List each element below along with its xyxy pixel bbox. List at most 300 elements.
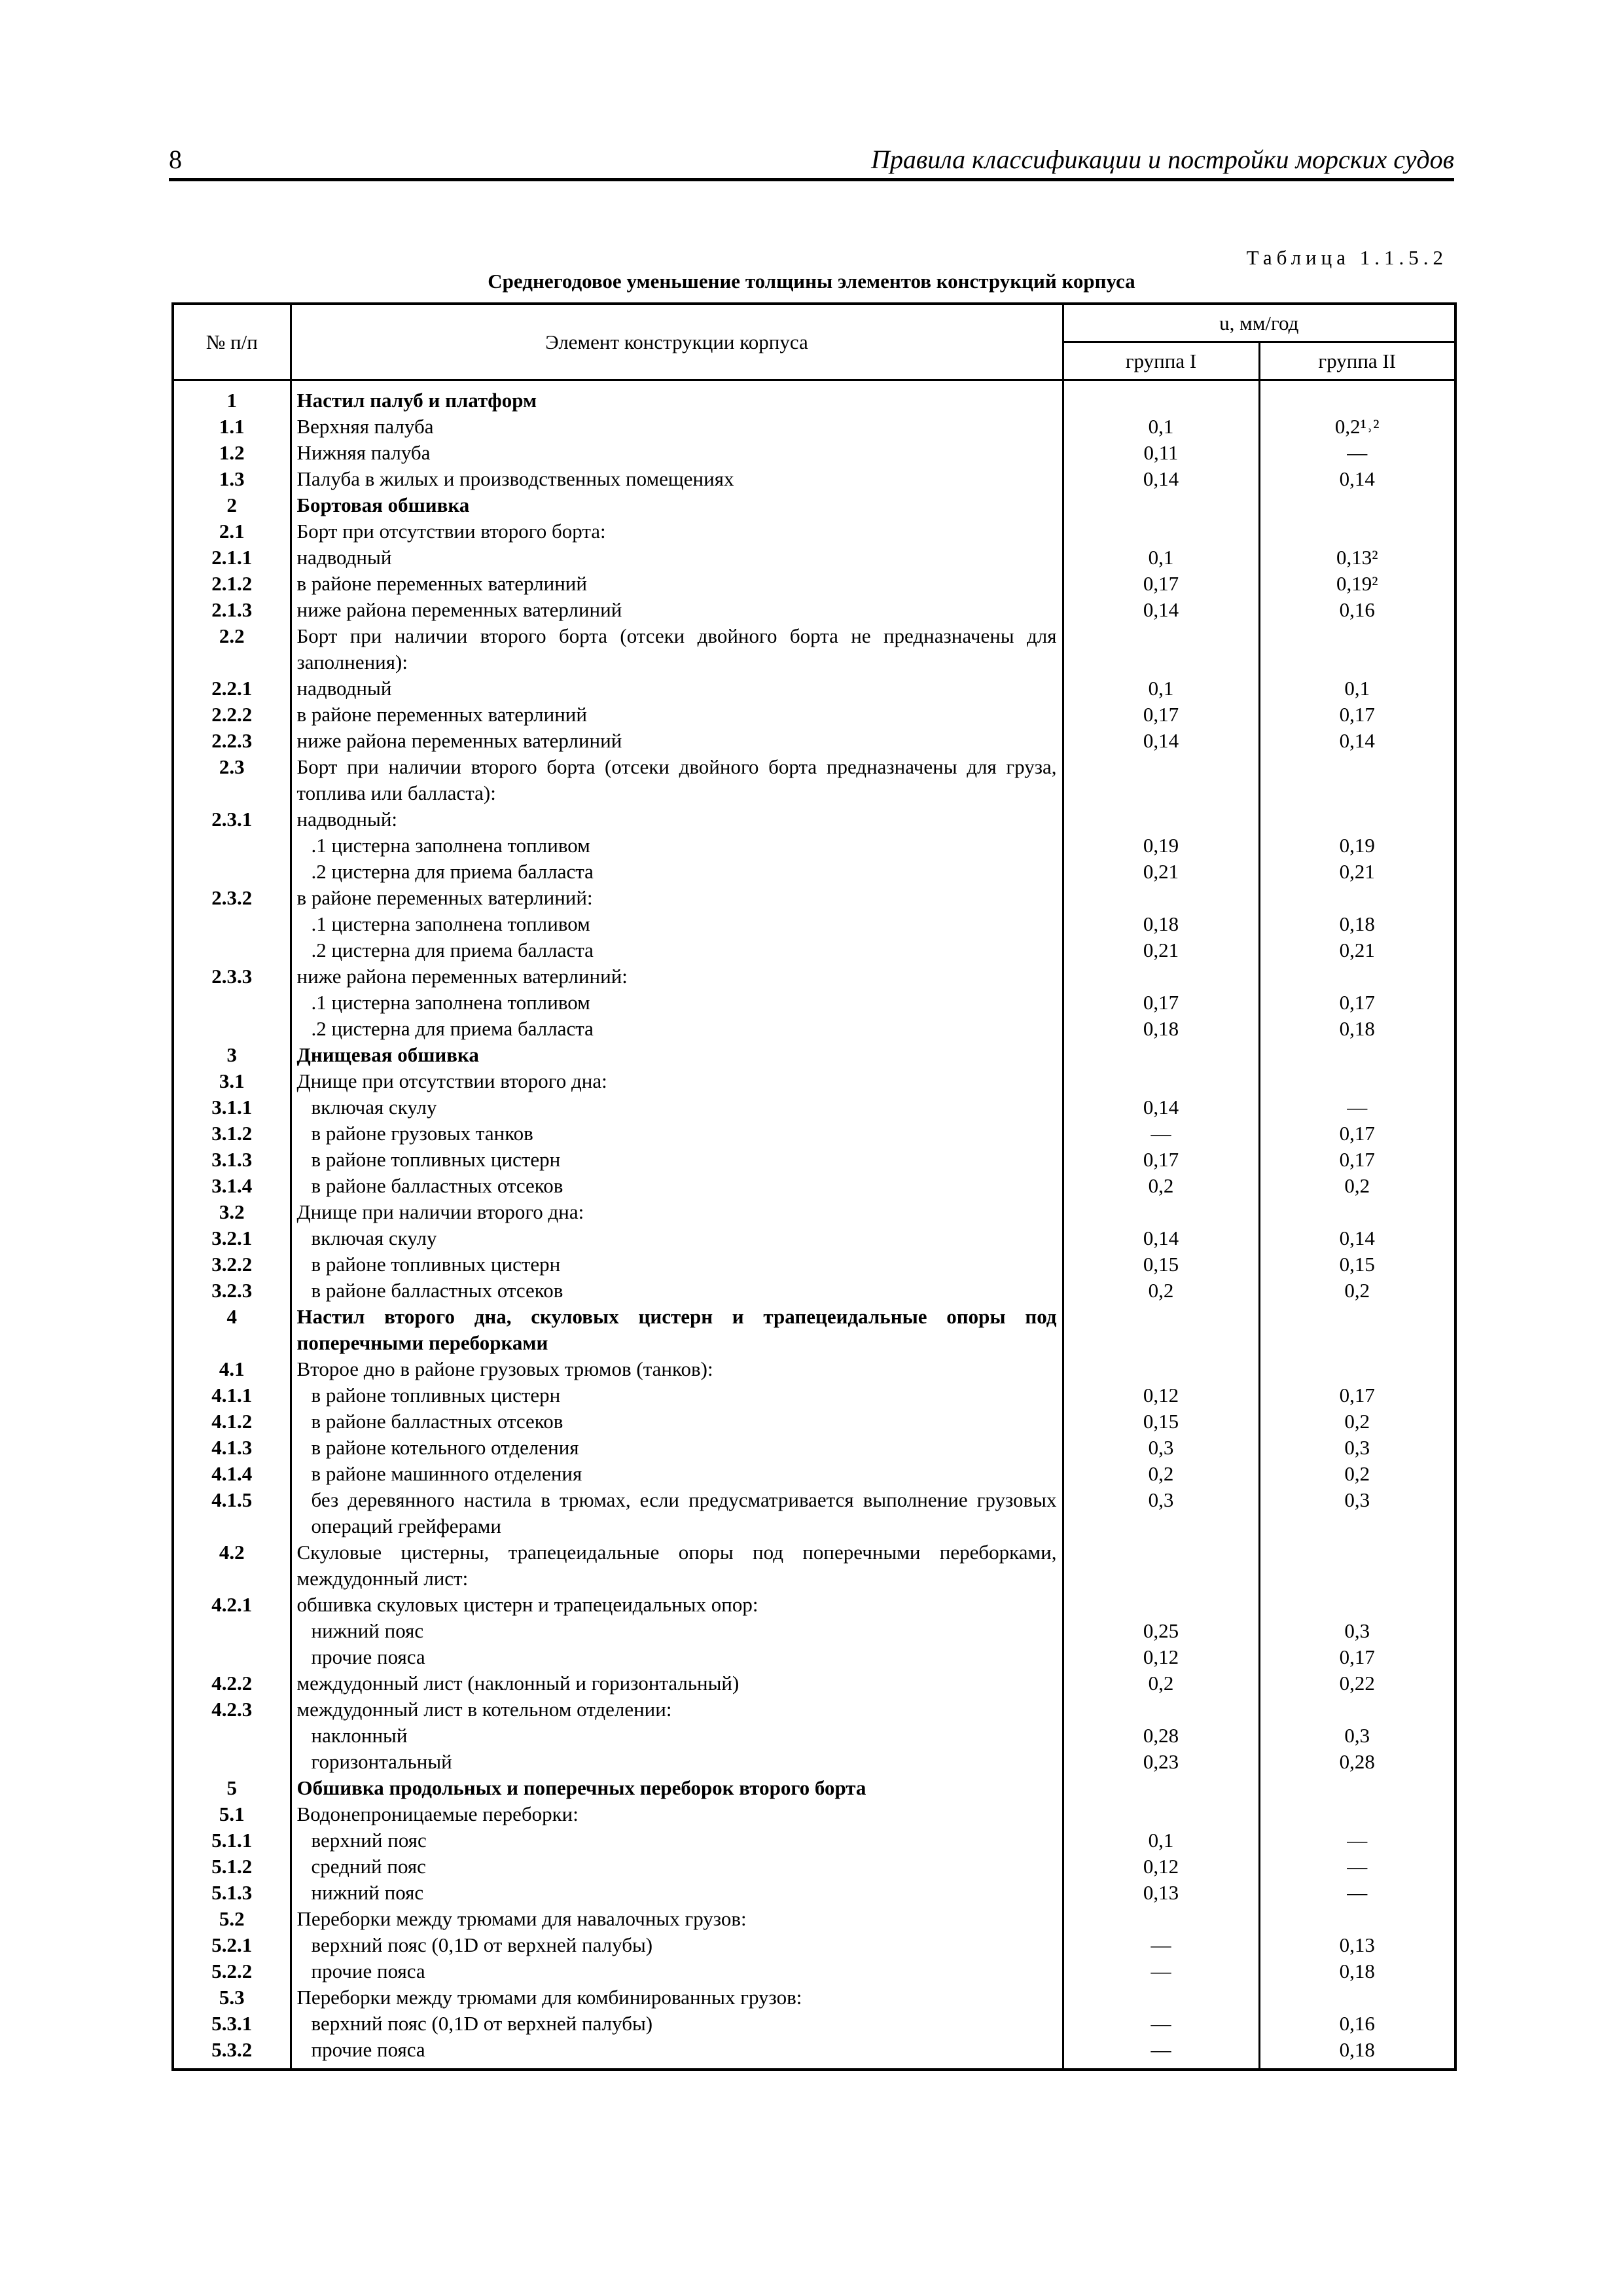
table-row: [173, 571, 1455, 597]
row-group2-value: [1259, 1539, 1455, 1592]
row-element: в районе переменных ватерлиний: [291, 571, 1063, 597]
row-number: 2.1.2: [173, 571, 291, 597]
row-group2-value: [1259, 623, 1455, 675]
row-number: [173, 911, 291, 937]
row-group2-value: 0,22: [1259, 1670, 1455, 1696]
table-row: [173, 1854, 1455, 1880]
row-group2-value: 0,16: [1259, 597, 1455, 623]
table-row: [173, 1644, 1455, 1670]
table-row: [173, 466, 1455, 492]
row-group2-value: [1259, 380, 1455, 414]
row-element: надводный: [291, 675, 1063, 702]
row-element: Скуловые цистерны, трапецеидальные опоры под поперечными переборками, междудонный лист:: [291, 1539, 1063, 1592]
table-row: [173, 1199, 1455, 1225]
row-element: надводный: [291, 545, 1063, 571]
row-group2-value: [1259, 1906, 1455, 1932]
row-group1-value: [1063, 806, 1259, 833]
row-group1-value: [1063, 1042, 1259, 1068]
row-group2-value: 0,2: [1259, 1408, 1455, 1435]
table-row: [173, 1016, 1455, 1042]
row-group2-value: —: [1259, 440, 1455, 466]
row-number: 1.2: [173, 440, 291, 466]
row-group2-value: 0,17: [1259, 702, 1455, 728]
row-number: 2.3.2: [173, 885, 291, 911]
row-group1-value: [1063, 885, 1259, 911]
row-group2-value: [1259, 806, 1455, 833]
row-group2-value: [1259, 492, 1455, 518]
row-group2-value: 0,17: [1259, 1382, 1455, 1408]
row-group1-value: 0,17: [1063, 702, 1259, 728]
row-group1-value: 0,21: [1063, 937, 1259, 963]
row-number: 5.1: [173, 1801, 291, 1827]
row-group2-value: 0,2: [1259, 1173, 1455, 1199]
row-element: Днище при отсутствии второго дна:: [291, 1068, 1063, 1094]
row-element: Верхняя палуба: [291, 414, 1063, 440]
row-number: 5.3.2: [173, 2037, 291, 2070]
row-element: нижний пояс: [291, 1618, 1063, 1644]
table-row: [173, 380, 1455, 414]
row-element: верхний пояс (0,1D от верхней палубы): [291, 2011, 1063, 2037]
row-element: верхний пояс: [291, 1827, 1063, 1854]
table-row: [173, 1932, 1455, 1958]
row-group2-value: 0,3: [1259, 1487, 1455, 1539]
row-number: [173, 833, 291, 859]
table-row: [173, 1906, 1455, 1932]
row-element: включая скулу: [291, 1094, 1063, 1121]
row-group1-value: [1063, 1356, 1259, 1382]
row-number: [173, 990, 291, 1016]
row-group2-value: 0,13²: [1259, 545, 1455, 571]
row-number: 3.1.2: [173, 1121, 291, 1147]
row-group2-value: 0,18: [1259, 1016, 1455, 1042]
row-group2-value: [1259, 1696, 1455, 1723]
row-group2-value: 0,14: [1259, 466, 1455, 492]
row-group2-value: —: [1259, 1880, 1455, 1906]
row-group2-value: 0,21: [1259, 937, 1455, 963]
page-number: 8: [169, 145, 182, 174]
row-group1-value: [1063, 1199, 1259, 1225]
table-row: [173, 702, 1455, 728]
row-element: в районе грузовых танков: [291, 1121, 1063, 1147]
row-number: 5.1.2: [173, 1854, 291, 1880]
table-row: [173, 414, 1455, 440]
row-group2-value: [1259, 1068, 1455, 1094]
row-group2-value: 0,14: [1259, 1225, 1455, 1251]
table-row: [173, 1592, 1455, 1618]
row-group2-value: 0,1: [1259, 675, 1455, 702]
row-group2-value: 0,16: [1259, 2011, 1455, 2037]
row-group2-value: 0,3: [1259, 1618, 1455, 1644]
row-number: [173, 859, 291, 885]
row-number: 2.2.1: [173, 675, 291, 702]
row-element: Второе дно в районе грузовых трюмов (танков):: [291, 1356, 1063, 1382]
column-header-element: Элемент конструкции корпуса: [291, 304, 1063, 380]
row-number: 5.3: [173, 1984, 291, 2011]
row-group2-value: 0,17: [1259, 1147, 1455, 1173]
table-row: [173, 937, 1455, 963]
row-number: 3.1: [173, 1068, 291, 1094]
row-element: междудонный лист в котельном отделении:: [291, 1696, 1063, 1723]
table-row: [173, 1225, 1455, 1251]
row-group1-value: 0,1: [1063, 675, 1259, 702]
row-group1-value: 0,12: [1063, 1644, 1259, 1670]
row-group1-value: 0,17: [1063, 1147, 1259, 1173]
row-element: в районе топливных цистерн: [291, 1382, 1063, 1408]
row-group1-value: 0,18: [1063, 1016, 1259, 1042]
row-number: [173, 937, 291, 963]
row-group1-value: 0,12: [1063, 1854, 1259, 1880]
table-row: [173, 1435, 1455, 1461]
row-element: Настил палуб и платформ: [291, 380, 1063, 414]
row-element: в районе машинного отделения: [291, 1461, 1063, 1487]
row-number: 1.1: [173, 414, 291, 440]
row-element: Борт при отсутствии второго борта:: [291, 518, 1063, 545]
table-row: [173, 1801, 1455, 1827]
row-group2-value: [1259, 1199, 1455, 1225]
table-row: [173, 1487, 1455, 1539]
row-element: прочие пояса: [291, 1644, 1063, 1670]
row-element: Днище при наличии второго дна:: [291, 1199, 1063, 1225]
row-group2-value: [1259, 1356, 1455, 1382]
row-element: Борт при наличии второго борта (отсеки двойного борта предназначены для груза, топлива или балласта):: [291, 754, 1063, 806]
row-group2-value: [1259, 1984, 1455, 2011]
row-number: 5.2.2: [173, 1958, 291, 1984]
row-group1-value: 0,17: [1063, 571, 1259, 597]
row-element: горизонтальный: [291, 1749, 1063, 1775]
row-element: .2 цистерна для приема балласта: [291, 1016, 1063, 1042]
row-group1-value: 0,14: [1063, 466, 1259, 492]
row-number: 4.1.5: [173, 1487, 291, 1539]
row-group1-value: 0,2: [1063, 1670, 1259, 1696]
table-row: [173, 1068, 1455, 1094]
table-row: [173, 1461, 1455, 1487]
row-element: ниже района переменных ватерлиний: [291, 728, 1063, 754]
row-element: прочие пояса: [291, 1958, 1063, 1984]
row-group1-value: —: [1063, 2037, 1259, 2070]
table-row: [173, 1304, 1455, 1356]
row-group1-value: [1063, 1906, 1259, 1932]
row-number: 5.1.1: [173, 1827, 291, 1854]
row-group1-value: [1063, 1984, 1259, 2011]
row-group1-value: 0,17: [1063, 990, 1259, 1016]
row-number: 4.2.2: [173, 1670, 291, 1696]
table-row: [173, 2011, 1455, 2037]
table-row: [173, 833, 1455, 859]
row-element: .2 цистерна для приема балласта: [291, 859, 1063, 885]
table-row: [173, 1356, 1455, 1382]
table-row: [173, 990, 1455, 1016]
row-number: 4.1.4: [173, 1461, 291, 1487]
table-row: [173, 675, 1455, 702]
column-header-u: u, мм/год: [1063, 304, 1455, 342]
row-group2-value: [1259, 1304, 1455, 1356]
row-number: 3.1.3: [173, 1147, 291, 1173]
row-group1-value: 0,14: [1063, 728, 1259, 754]
table-title: Среднегодовое уменьшение толщины элементов конструкций корпуса: [488, 270, 1135, 293]
header-rule: [169, 178, 1454, 181]
row-number: [173, 1644, 291, 1670]
row-element: ниже района переменных ватерлиний: [291, 597, 1063, 623]
row-element: Борт при наличии второго борта (отсеки двойного борта не предназначены для заполнения):: [291, 623, 1063, 675]
row-element: Нижняя палуба: [291, 440, 1063, 466]
row-group1-value: 0,1: [1063, 1827, 1259, 1854]
table-row: [173, 623, 1455, 675]
table-row: [173, 1121, 1455, 1147]
row-group2-value: 0,19: [1259, 833, 1455, 859]
row-element: Водонепроницаемые переборки:: [291, 1801, 1063, 1827]
row-element: обшивка скуловых цистерн и трапецеидальных опор:: [291, 1592, 1063, 1618]
row-group2-value: [1259, 518, 1455, 545]
table-row: [173, 1880, 1455, 1906]
row-number: 5.2: [173, 1906, 291, 1932]
table-row: [173, 2037, 1455, 2070]
row-element: верхний пояс (0,1D от верхней палубы): [291, 1932, 1063, 1958]
row-group1-value: 0,18: [1063, 911, 1259, 937]
row-group1-value: 0,2: [1063, 1278, 1259, 1304]
table-row: [173, 440, 1455, 466]
column-header-group1: группа I: [1063, 342, 1259, 380]
table-row: [173, 806, 1455, 833]
table-row: [173, 1408, 1455, 1435]
table-row: [173, 492, 1455, 518]
row-group2-value: 0,3: [1259, 1435, 1455, 1461]
row-group1-value: [1063, 754, 1259, 806]
row-number: [173, 1016, 291, 1042]
row-group1-value: —: [1063, 1121, 1259, 1147]
table-row: [173, 1670, 1455, 1696]
row-group1-value: 0,14: [1063, 1094, 1259, 1121]
row-group1-value: 0,3: [1063, 1435, 1259, 1461]
table-row: [173, 1173, 1455, 1199]
row-number: 2.3.3: [173, 963, 291, 990]
row-group1-value: 0,23: [1063, 1749, 1259, 1775]
row-group2-value: 0,17: [1259, 1121, 1455, 1147]
row-number: 3.2.2: [173, 1251, 291, 1278]
row-element: .1 цистерна заполнена топливом: [291, 990, 1063, 1016]
row-element: надводный:: [291, 806, 1063, 833]
row-number: [173, 1723, 291, 1749]
row-number: 2: [173, 492, 291, 518]
row-element: без деревянного настила в трюмах, если предусматривается выполнение грузовых операций грейферами: [291, 1487, 1063, 1539]
row-group1-value: 0,2: [1063, 1173, 1259, 1199]
row-group1-value: 0,19: [1063, 833, 1259, 859]
row-group2-value: [1259, 1592, 1455, 1618]
table-row: [173, 1147, 1455, 1173]
row-group1-value: 0,28: [1063, 1723, 1259, 1749]
row-number: 3.2: [173, 1199, 291, 1225]
row-number: 2.2: [173, 623, 291, 675]
table-body: [173, 380, 1455, 2070]
row-number: [173, 1749, 291, 1775]
row-element: .2 цистерна для приема балласта: [291, 937, 1063, 963]
row-group1-value: [1063, 492, 1259, 518]
row-group1-value: 0,3: [1063, 1487, 1259, 1539]
row-group2-value: 0,13: [1259, 1932, 1455, 1958]
row-group1-value: [1063, 1801, 1259, 1827]
row-group1-value: 0,11: [1063, 440, 1259, 466]
row-group2-value: [1259, 1042, 1455, 1068]
row-element: в районе котельного отделения: [291, 1435, 1063, 1461]
row-element: включая скулу: [291, 1225, 1063, 1251]
row-number: 5.3.1: [173, 2011, 291, 2037]
row-group1-value: 0,12: [1063, 1382, 1259, 1408]
row-group1-value: [1063, 623, 1259, 675]
row-group1-value: [1063, 1539, 1259, 1592]
row-group2-value: 0,14: [1259, 728, 1455, 754]
row-element: наклонный: [291, 1723, 1063, 1749]
row-element: Переборки между трюмами для навалочных грузов:: [291, 1906, 1063, 1932]
row-group1-value: 0,1: [1063, 545, 1259, 571]
row-group1-value: [1063, 1696, 1259, 1723]
table-row: [173, 1094, 1455, 1121]
row-element: в районе балластных отсеков: [291, 1408, 1063, 1435]
row-group1-value: [1063, 518, 1259, 545]
row-element: нижний пояс: [291, 1880, 1063, 1906]
row-group1-value: 0,15: [1063, 1408, 1259, 1435]
row-number: 4.2.1: [173, 1592, 291, 1618]
row-group2-value: —: [1259, 1827, 1455, 1854]
row-group1-value: —: [1063, 1932, 1259, 1958]
row-group2-value: 0,28: [1259, 1749, 1455, 1775]
row-group1-value: [1063, 1775, 1259, 1801]
row-element: в районе балластных отсеков: [291, 1173, 1063, 1199]
row-number: 3.1.1: [173, 1094, 291, 1121]
row-element: .1 цистерна заполнена топливом: [291, 911, 1063, 937]
row-group2-value: 0,2: [1259, 1278, 1455, 1304]
row-number: 4.1.1: [173, 1382, 291, 1408]
row-number: 4.1.2: [173, 1408, 291, 1435]
row-number: 5: [173, 1775, 291, 1801]
row-number: 2.1.3: [173, 597, 291, 623]
row-element: в районе переменных ватерлиний:: [291, 885, 1063, 911]
row-group1-value: 0,14: [1063, 597, 1259, 623]
row-element: в районе балластных отсеков: [291, 1278, 1063, 1304]
row-group2-value: [1259, 963, 1455, 990]
row-group2-value: 0,3: [1259, 1723, 1455, 1749]
row-group1-value: 0,21: [1063, 859, 1259, 885]
table-row: [173, 859, 1455, 885]
row-number: 5.1.3: [173, 1880, 291, 1906]
row-group1-value: 0,13: [1063, 1880, 1259, 1906]
table-row: [173, 1618, 1455, 1644]
table-row: [173, 885, 1455, 911]
row-element: Переборки между трюмами для комбинированных грузов:: [291, 1984, 1063, 2011]
row-group2-value: —: [1259, 1094, 1455, 1121]
row-group2-value: 0,15: [1259, 1251, 1455, 1278]
row-group2-value: 0,21: [1259, 859, 1455, 885]
table-row: [173, 963, 1455, 990]
row-element: ниже района переменных ватерлиний:: [291, 963, 1063, 990]
row-number: 3.2.1: [173, 1225, 291, 1251]
row-number: 2.1: [173, 518, 291, 545]
row-number: 1: [173, 380, 291, 414]
row-number: 2.2.2: [173, 702, 291, 728]
row-group2-value: [1259, 754, 1455, 806]
data-table: [171, 302, 1457, 2071]
row-number: 4.2: [173, 1539, 291, 1592]
row-group1-value: [1063, 1068, 1259, 1094]
row-element: .1 цистерна заполнена топливом: [291, 833, 1063, 859]
row-group1-value: 0,25: [1063, 1618, 1259, 1644]
row-number: 2.3: [173, 754, 291, 806]
row-number: 1.3: [173, 466, 291, 492]
table-row: [173, 1827, 1455, 1854]
table-row: [173, 1984, 1455, 2011]
row-element: в районе топливных цистерн: [291, 1251, 1063, 1278]
row-group2-value: [1259, 1775, 1455, 1801]
table-row: [173, 911, 1455, 937]
column-header-group2: группа II: [1259, 342, 1455, 380]
row-group1-value: 0,2: [1063, 1461, 1259, 1487]
table-row: [173, 1278, 1455, 1304]
row-element: прочие пояса: [291, 2037, 1063, 2070]
row-group2-value: 0,19²: [1259, 571, 1455, 597]
table-row: [173, 597, 1455, 623]
table-row: [173, 754, 1455, 806]
row-number: 4.2.3: [173, 1696, 291, 1723]
table-number: Таблица 1.1.5.2: [1246, 246, 1448, 269]
row-group2-value: 0,18: [1259, 911, 1455, 937]
row-number: 3: [173, 1042, 291, 1068]
column-header-num: № п/п: [173, 304, 291, 380]
row-group2-value: 0,2: [1259, 1461, 1455, 1487]
row-group2-value: [1259, 885, 1455, 911]
row-element: в районе переменных ватерлиний: [291, 702, 1063, 728]
table-row: [173, 1696, 1455, 1723]
row-group1-value: [1063, 1592, 1259, 1618]
table-row: [173, 1749, 1455, 1775]
table-row: [173, 1539, 1455, 1592]
row-element: Бортовая обшивка: [291, 492, 1063, 518]
row-group2-value: —: [1259, 1854, 1455, 1880]
row-group1-value: [1063, 963, 1259, 990]
row-group1-value: 0,15: [1063, 1251, 1259, 1278]
row-element: междудонный лист (наклонный и горизонтальный): [291, 1670, 1063, 1696]
row-group2-value: [1259, 1801, 1455, 1827]
table-row: [173, 1382, 1455, 1408]
table-row: [173, 1958, 1455, 1984]
row-group1-value: [1063, 1304, 1259, 1356]
row-group2-value: 0,2¹˒²: [1259, 414, 1455, 440]
row-number: 4.1: [173, 1356, 291, 1382]
row-element: Днищевая обшивка: [291, 1042, 1063, 1068]
row-group1-value: 0,14: [1063, 1225, 1259, 1251]
row-element: Обшивка продольных и поперечных переборок второго борта: [291, 1775, 1063, 1801]
row-number: 3.1.4: [173, 1173, 291, 1199]
row-number: 2.3.1: [173, 806, 291, 833]
row-group2-value: 0,18: [1259, 1958, 1455, 1984]
table-row: [173, 518, 1455, 545]
row-number: 4: [173, 1304, 291, 1356]
running-title: Правила классификации и постройки морских судов: [870, 145, 1454, 174]
row-number: 3.2.3: [173, 1278, 291, 1304]
row-number: 4.1.3: [173, 1435, 291, 1461]
row-element: средний пояс: [291, 1854, 1063, 1880]
row-group1-value: 0,1: [1063, 414, 1259, 440]
row-group1-value: [1063, 380, 1259, 414]
row-group2-value: 0,18: [1259, 2037, 1455, 2070]
row-number: [173, 1618, 291, 1644]
row-element: в районе топливных цистерн: [291, 1147, 1063, 1173]
table-header: [173, 304, 1455, 380]
table-row: [173, 1775, 1455, 1801]
row-group1-value: —: [1063, 1958, 1259, 1984]
row-number: 5.2.1: [173, 1932, 291, 1958]
table-row: [173, 1251, 1455, 1278]
row-element: Настил второго дна, скуловых цистерн и трапецеидальные опоры под поперечными переборками: [291, 1304, 1063, 1356]
row-element: Палуба в жилых и производственных помещениях: [291, 466, 1063, 492]
table-row: [173, 1723, 1455, 1749]
